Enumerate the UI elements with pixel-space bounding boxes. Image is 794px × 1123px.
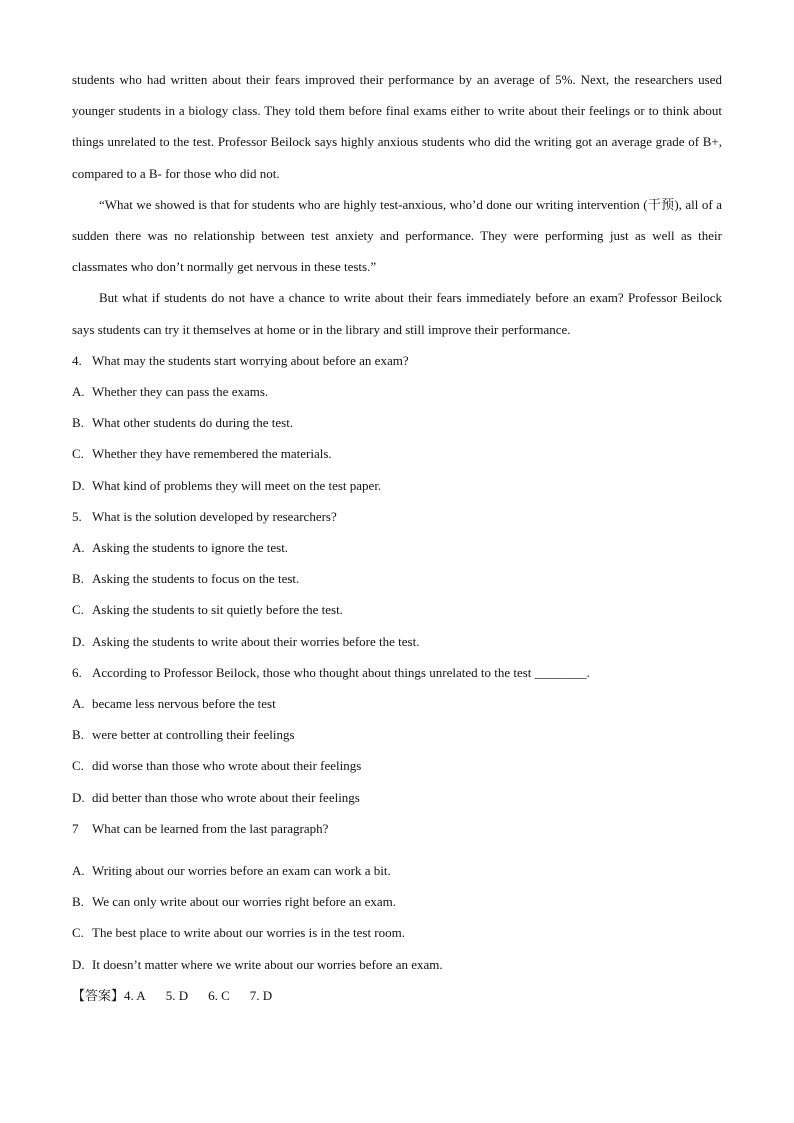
option-text: What kind of problems they will meet on the test paper. bbox=[92, 477, 382, 493]
question-4 bbox=[72, 345, 722, 501]
option-b bbox=[72, 719, 722, 750]
option-text: Asking the students to focus on the test. bbox=[92, 571, 300, 587]
option-label: D. bbox=[72, 789, 85, 805]
question-stem bbox=[72, 345, 722, 376]
option-label: C. bbox=[72, 758, 84, 774]
option-text: Whether they have remembered the materials. bbox=[92, 446, 332, 462]
option-a bbox=[72, 376, 722, 407]
question-7 bbox=[72, 813, 722, 980]
option-label: B. bbox=[72, 571, 84, 587]
option-text: did better than those who wrote about their feelings bbox=[92, 789, 360, 805]
option-text: Asking the students to ignore the test. bbox=[92, 540, 289, 556]
option-label: B. bbox=[72, 894, 84, 910]
question-text: What is the solution developed by researchers? bbox=[92, 508, 337, 524]
option-a bbox=[72, 532, 722, 563]
option-d bbox=[72, 626, 722, 657]
option-text: Asking the students to write about their worries before the test. bbox=[92, 633, 420, 649]
question-number: 7 bbox=[72, 820, 79, 836]
option-label: C. bbox=[72, 925, 84, 941]
answer-item: 4. A bbox=[124, 987, 146, 1003]
question-text: According to Professor Beilock, those who thought about things unrelated to the test ________. bbox=[92, 664, 590, 680]
option-label: C. bbox=[72, 602, 84, 618]
option-label: A. bbox=[72, 696, 85, 712]
option-d bbox=[72, 949, 722, 980]
question-number: 5. bbox=[72, 508, 82, 524]
option-a bbox=[72, 855, 722, 886]
passage-paragraph-3: But what if students do not have a chance to write about their fears immediately before an exam? Professor Beilock says students can try it themselves at home or in the library and still improve their performance. bbox=[72, 290, 722, 337]
question-stem bbox=[72, 813, 722, 844]
passage-paragraph-2: “What we showed is that for students who are highly test-anxious, who’d done our writing intervention (干预), all of a sudden there was no relationship between test anxiety and performance. They were performing just as well as their classmates who don’t normally get nervous in these tests.” bbox=[72, 196, 722, 275]
option-b bbox=[72, 886, 722, 917]
option-c bbox=[72, 750, 722, 781]
option-text: The best place to write about our worries is in the test room. bbox=[92, 925, 406, 941]
option-text: What other students do during the test. bbox=[92, 415, 294, 431]
option-label: A. bbox=[72, 540, 85, 556]
question-stem bbox=[72, 501, 722, 532]
answer-item: 5. D bbox=[165, 987, 189, 1003]
option-label: A. bbox=[72, 384, 85, 400]
option-d bbox=[72, 782, 722, 813]
spacer bbox=[72, 844, 722, 855]
question-text: What may the students start worrying about before an exam? bbox=[92, 352, 409, 368]
question-stem bbox=[72, 657, 722, 688]
option-text: did worse than those who wrote about their feelings bbox=[92, 758, 362, 774]
option-b bbox=[72, 407, 722, 438]
option-label: C. bbox=[72, 446, 84, 462]
option-text: Asking the students to sit quietly before the test. bbox=[92, 602, 343, 618]
option-label: D. bbox=[72, 633, 85, 649]
option-d bbox=[72, 470, 722, 501]
option-c bbox=[72, 917, 722, 948]
passage-paragraph-1: students who had written about their fears improved their performance by an average of 5%. Next, the researchers used younger students in a biology class. They told them before final exams either to write about their feelings or to think about things unrelated to the test. Professor Beilock says highly anxious students who did the writing got an average grade of B+, compared to a B- for those who did not. bbox=[72, 72, 722, 181]
answer-item: 6. C bbox=[208, 987, 230, 1003]
option-b bbox=[72, 563, 722, 594]
option-c bbox=[72, 594, 722, 625]
option-text: Whether they can pass the exams. bbox=[92, 384, 269, 400]
option-a bbox=[72, 688, 722, 719]
option-text: It doesn’t matter where we write about our worries before an exam. bbox=[92, 956, 443, 972]
option-text: Writing about our worries before an exam can work a bit. bbox=[92, 863, 391, 879]
question-number: 6. bbox=[72, 664, 82, 680]
answer-item: 7. D bbox=[249, 987, 273, 1003]
option-label: B. bbox=[72, 415, 84, 431]
document-page bbox=[72, 64, 722, 1011]
question-number: 4. bbox=[72, 352, 82, 368]
option-text: became less nervous before the test bbox=[92, 696, 276, 712]
option-label: D. bbox=[72, 477, 85, 493]
option-label: A. bbox=[72, 863, 85, 879]
question-5 bbox=[72, 501, 722, 657]
option-c bbox=[72, 438, 722, 469]
answer-line bbox=[72, 980, 722, 1011]
option-text: were better at controlling their feelings bbox=[92, 727, 295, 743]
option-label: B. bbox=[72, 727, 84, 743]
answer-tag: 【答案】 bbox=[72, 987, 125, 1003]
question-text: What can be learned from the last paragraph? bbox=[92, 820, 329, 836]
question-6 bbox=[72, 657, 722, 813]
option-label: D. bbox=[72, 956, 85, 972]
option-text: We can only write about our worries right before an exam. bbox=[92, 894, 396, 910]
